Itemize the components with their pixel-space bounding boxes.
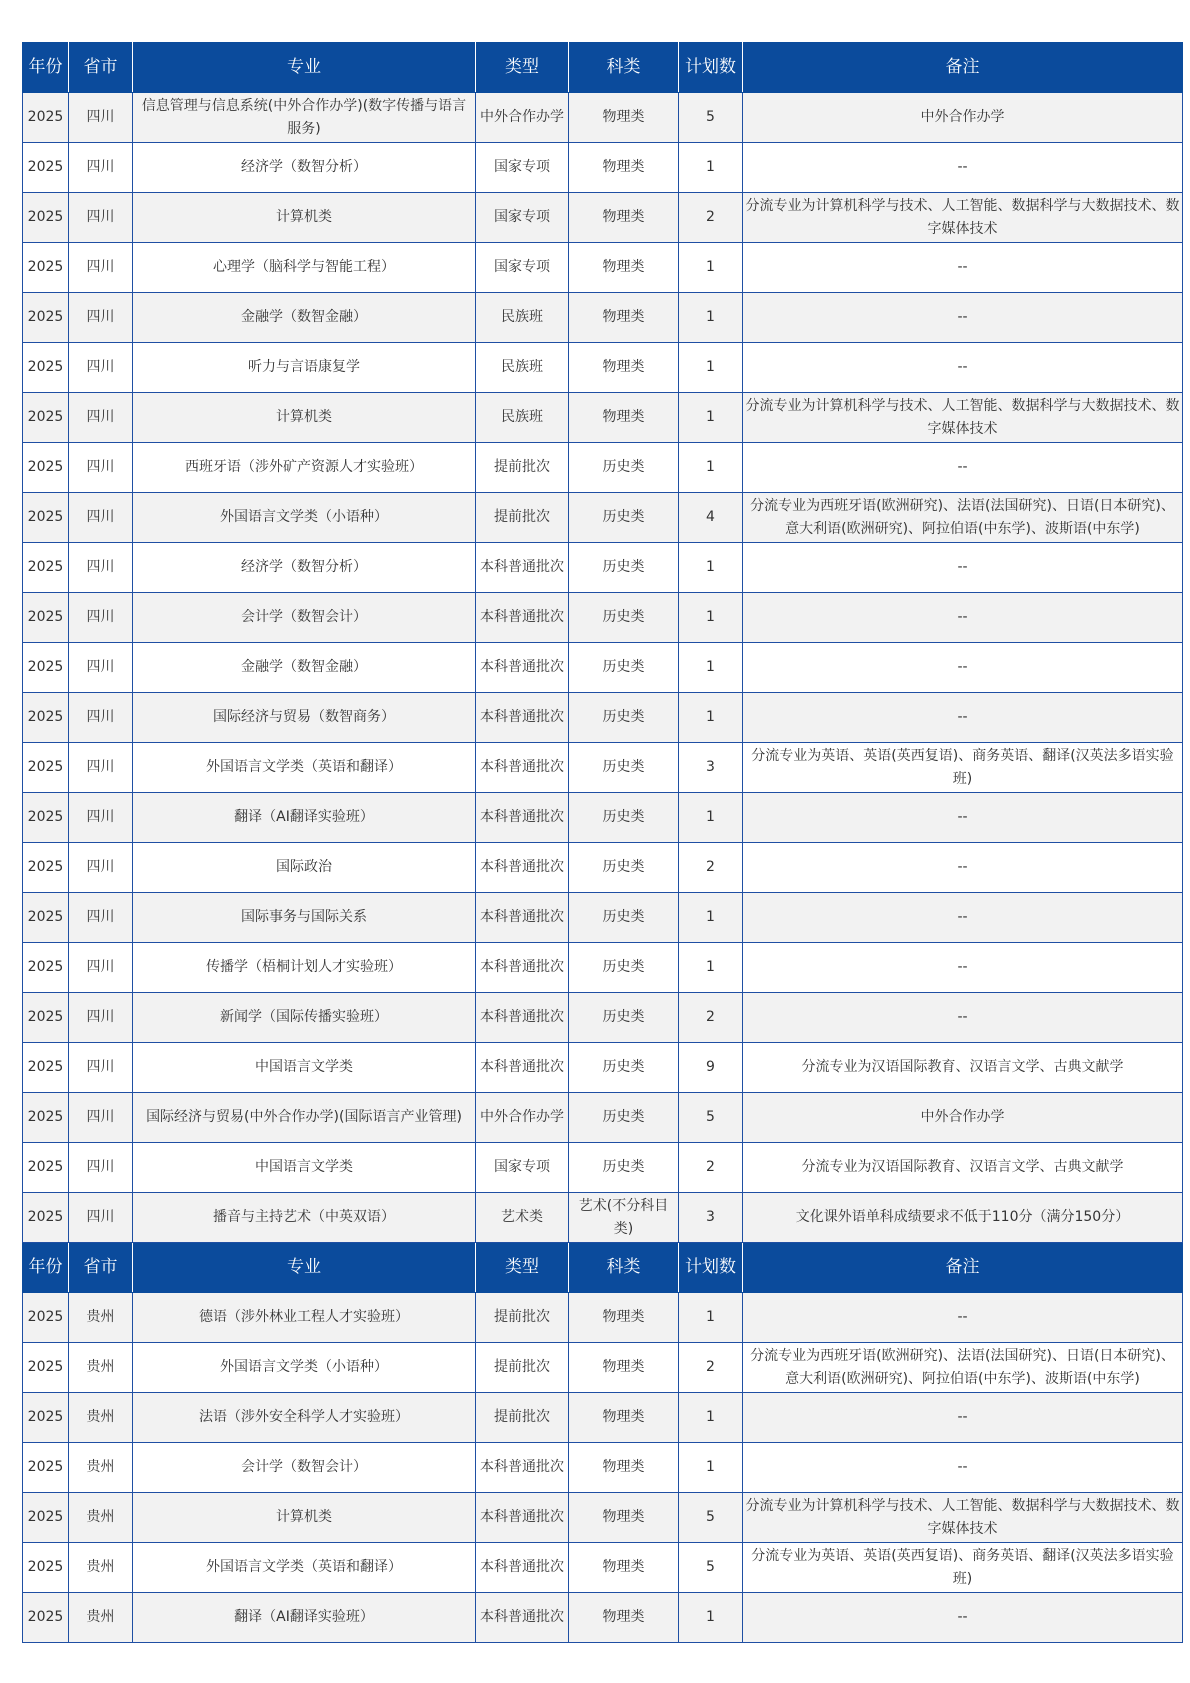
table-row [23, 543, 1183, 593]
note-cell: -- [743, 1443, 1183, 1493]
plan-count-cell: 2 [679, 193, 743, 243]
plan-count-cell: 2 [679, 843, 743, 893]
subject-cell: 物理类 [569, 1343, 679, 1393]
subject-cell: 物理类 [569, 1393, 679, 1443]
note-cell: -- [743, 1293, 1183, 1343]
major-cell: 金融学（数智金融） [133, 643, 476, 693]
type-cell: 本科普通批次 [476, 1493, 569, 1543]
plan-count-cell: 1 [679, 243, 743, 293]
plan-count-cell: 5 [679, 1093, 743, 1143]
province-cell: 贵州 [69, 1443, 133, 1493]
major-cell: 外国语言文学类（英语和翻译） [133, 743, 476, 793]
column-header-type: 类型 [476, 1243, 569, 1293]
note-cell: 分流专业为西班牙语(欧洲研究)、法语(法国研究)、日语(日本研究)、意大利语(欧洲研究)、阿拉伯语(中东学)、波斯语(中东学) [743, 1343, 1183, 1393]
note-cell: -- [743, 1393, 1183, 1443]
column-header-province: 省市 [69, 43, 133, 93]
admission-plan-table [22, 42, 1183, 1643]
type-cell: 本科普通批次 [476, 593, 569, 643]
type-cell: 国家专项 [476, 243, 569, 293]
major-cell: 外国语言文学类（小语种） [133, 493, 476, 543]
plan-count-cell: 1 [679, 543, 743, 593]
plan-count-cell: 1 [679, 1393, 743, 1443]
province-cell: 四川 [69, 443, 133, 493]
year-cell: 2025 [23, 293, 69, 343]
subject-cell: 物理类 [569, 343, 679, 393]
year-cell: 2025 [23, 393, 69, 443]
year-cell: 2025 [23, 1493, 69, 1543]
type-cell: 本科普通批次 [476, 643, 569, 693]
plan-count-cell: 1 [679, 343, 743, 393]
type-cell: 本科普通批次 [476, 843, 569, 893]
type-cell: 本科普通批次 [476, 993, 569, 1043]
major-cell: 听力与言语康复学 [133, 343, 476, 393]
province-cell: 贵州 [69, 1493, 133, 1543]
subject-cell: 物理类 [569, 1543, 679, 1593]
subject-cell: 历史类 [569, 493, 679, 543]
province-cell: 四川 [69, 543, 133, 593]
type-cell: 提前批次 [476, 1343, 569, 1393]
note-cell: -- [743, 293, 1183, 343]
table-row [23, 1293, 1183, 1343]
column-header-subject: 科类 [569, 43, 679, 93]
note-cell: -- [743, 943, 1183, 993]
note-cell: -- [743, 343, 1183, 393]
major-cell: 心理学（脑科学与智能工程） [133, 243, 476, 293]
subject-cell: 物理类 [569, 193, 679, 243]
type-cell: 本科普通批次 [476, 793, 569, 843]
plan-count-cell: 1 [679, 693, 743, 743]
plan-count-cell: 1 [679, 1593, 743, 1643]
note-cell: 中外合作办学 [743, 1093, 1183, 1143]
year-cell: 2025 [23, 743, 69, 793]
note-cell: -- [743, 143, 1183, 193]
type-cell: 提前批次 [476, 1293, 569, 1343]
type-cell: 本科普通批次 [476, 893, 569, 943]
major-cell: 外国语言文学类（英语和翻译） [133, 1543, 476, 1593]
type-cell: 国家专项 [476, 193, 569, 243]
year-cell: 2025 [23, 1043, 69, 1093]
major-cell: 翻译（AI翻译实验班） [133, 793, 476, 843]
table-row [23, 893, 1183, 943]
province-cell: 四川 [69, 343, 133, 393]
year-cell: 2025 [23, 1393, 69, 1443]
table-row [23, 193, 1183, 243]
year-cell: 2025 [23, 243, 69, 293]
column-header-plan-count: 计划数 [679, 43, 743, 93]
year-cell: 2025 [23, 993, 69, 1043]
subject-cell: 艺术(不分科目类) [569, 1193, 679, 1243]
subject-cell: 历史类 [569, 843, 679, 893]
major-cell: 国际经济与贸易（数智商务） [133, 693, 476, 743]
note-cell: 分流专业为汉语国际教育、汉语言文学、古典文献学 [743, 1143, 1183, 1193]
major-cell: 中国语言文学类 [133, 1143, 476, 1193]
column-header-year: 年份 [23, 1243, 69, 1293]
subject-cell: 物理类 [569, 93, 679, 143]
table-row [23, 493, 1183, 543]
province-cell: 贵州 [69, 1293, 133, 1343]
year-cell: 2025 [23, 643, 69, 693]
type-cell: 本科普通批次 [476, 943, 569, 993]
type-cell: 本科普通批次 [476, 1593, 569, 1643]
note-cell: 中外合作办学 [743, 93, 1183, 143]
province-cell: 四川 [69, 843, 133, 893]
type-cell: 民族班 [476, 393, 569, 443]
province-cell: 四川 [69, 293, 133, 343]
major-cell: 传播学（梧桐计划人才实验班） [133, 943, 476, 993]
table-row [23, 1543, 1183, 1593]
table-row [23, 1043, 1183, 1093]
type-cell: 提前批次 [476, 493, 569, 543]
year-cell: 2025 [23, 593, 69, 643]
column-header-note: 备注 [743, 43, 1183, 93]
province-cell: 四川 [69, 643, 133, 693]
type-cell: 民族班 [476, 293, 569, 343]
province-cell: 四川 [69, 143, 133, 193]
column-header-subject: 科类 [569, 1243, 679, 1293]
note-cell: 分流专业为英语、英语(英西复语)、商务英语、翻译(汉英法多语实验班) [743, 743, 1183, 793]
year-cell: 2025 [23, 1343, 69, 1393]
province-cell: 四川 [69, 493, 133, 543]
subject-cell: 物理类 [569, 243, 679, 293]
type-cell: 中外合作办学 [476, 1093, 569, 1143]
table-row [23, 393, 1183, 443]
plan-count-cell: 1 [679, 443, 743, 493]
year-cell: 2025 [23, 493, 69, 543]
type-cell: 本科普通批次 [476, 1043, 569, 1093]
plan-count-cell: 1 [679, 793, 743, 843]
plan-count-cell: 1 [679, 943, 743, 993]
plan-count-cell: 1 [679, 1293, 743, 1343]
major-cell: 法语（涉外安全科学人才实验班） [133, 1393, 476, 1443]
year-cell: 2025 [23, 543, 69, 593]
major-cell: 西班牙语（涉外矿产资源人才实验班） [133, 443, 476, 493]
note-cell: 分流专业为英语、英语(英西复语)、商务英语、翻译(汉英法多语实验班) [743, 1543, 1183, 1593]
plan-count-cell: 9 [679, 1043, 743, 1093]
subject-cell: 物理类 [569, 1493, 679, 1543]
province-cell: 四川 [69, 193, 133, 243]
table-row [23, 343, 1183, 393]
table-row [23, 593, 1183, 643]
note-cell: -- [743, 993, 1183, 1043]
note-cell: 分流专业为计算机科学与技术、人工智能、数据科学与大数据技术、数字媒体技术 [743, 1493, 1183, 1543]
major-cell: 计算机类 [133, 193, 476, 243]
type-cell: 中外合作办学 [476, 93, 569, 143]
type-cell: 提前批次 [476, 1393, 569, 1443]
major-cell: 中国语言文学类 [133, 1043, 476, 1093]
column-header-province: 省市 [69, 1243, 133, 1293]
plan-count-cell: 2 [679, 993, 743, 1043]
table-header-row [23, 1243, 1183, 1293]
table-row [23, 743, 1183, 793]
year-cell: 2025 [23, 693, 69, 743]
column-header-note: 备注 [743, 1243, 1183, 1293]
plan-count-cell: 3 [679, 1193, 743, 1243]
table-row [23, 93, 1183, 143]
subject-cell: 物理类 [569, 1443, 679, 1493]
province-cell: 四川 [69, 1043, 133, 1093]
table-row [23, 1493, 1183, 1543]
major-cell: 经济学（数智分析） [133, 543, 476, 593]
major-cell: 金融学（数智金融） [133, 293, 476, 343]
major-cell: 国际经济与贸易(中外合作办学)(国际语言产业管理) [133, 1093, 476, 1143]
table-row [23, 443, 1183, 493]
subject-cell: 物理类 [569, 293, 679, 343]
plan-count-cell: 2 [679, 1343, 743, 1393]
subject-cell: 物理类 [569, 1593, 679, 1643]
note-cell: -- [743, 1593, 1183, 1643]
major-cell: 经济学（数智分析） [133, 143, 476, 193]
table-row [23, 693, 1183, 743]
plan-count-cell: 1 [679, 893, 743, 943]
year-cell: 2025 [23, 193, 69, 243]
major-cell: 国际政治 [133, 843, 476, 893]
note-cell: 分流专业为汉语国际教育、汉语言文学、古典文献学 [743, 1043, 1183, 1093]
table-row [23, 1393, 1183, 1443]
type-cell: 本科普通批次 [476, 693, 569, 743]
table-row [23, 843, 1183, 893]
table-row [23, 1443, 1183, 1493]
year-cell: 2025 [23, 943, 69, 993]
province-cell: 四川 [69, 1093, 133, 1143]
note-cell: -- [743, 443, 1183, 493]
province-cell: 四川 [69, 1143, 133, 1193]
plan-count-cell: 1 [679, 143, 743, 193]
subject-cell: 历史类 [569, 643, 679, 693]
subject-cell: 历史类 [569, 993, 679, 1043]
subject-cell: 历史类 [569, 793, 679, 843]
province-cell: 贵州 [69, 1593, 133, 1643]
type-cell: 民族班 [476, 343, 569, 393]
table-row [23, 1093, 1183, 1143]
subject-cell: 物理类 [569, 1293, 679, 1343]
province-cell: 四川 [69, 393, 133, 443]
year-cell: 2025 [23, 1293, 69, 1343]
province-cell: 四川 [69, 793, 133, 843]
plan-count-cell: 3 [679, 743, 743, 793]
subject-cell: 物理类 [569, 143, 679, 193]
table-row [23, 293, 1183, 343]
subject-cell: 物理类 [569, 393, 679, 443]
year-cell: 2025 [23, 1443, 69, 1493]
column-header-major: 专业 [133, 43, 476, 93]
subject-cell: 历史类 [569, 1093, 679, 1143]
note-cell: -- [743, 693, 1183, 743]
province-cell: 四川 [69, 243, 133, 293]
plan-count-cell: 5 [679, 1543, 743, 1593]
major-cell: 外国语言文学类（小语种） [133, 1343, 476, 1393]
plan-count-cell: 4 [679, 493, 743, 543]
type-cell: 本科普通批次 [476, 543, 569, 593]
note-cell: 分流专业为西班牙语(欧洲研究)、法语(法国研究)、日语(日本研究)、意大利语(欧洲研究)、阿拉伯语(中东学)、波斯语(中东学) [743, 493, 1183, 543]
note-cell: -- [743, 243, 1183, 293]
major-cell: 计算机类 [133, 393, 476, 443]
major-cell: 德语（涉外林业工程人才实验班） [133, 1293, 476, 1343]
year-cell: 2025 [23, 93, 69, 143]
province-cell: 四川 [69, 1193, 133, 1243]
admission-plan-table-container [22, 42, 1182, 1643]
major-cell: 播音与主持艺术（中英双语） [133, 1193, 476, 1243]
province-cell: 贵州 [69, 1343, 133, 1393]
type-cell: 国家专项 [476, 143, 569, 193]
major-cell: 计算机类 [133, 1493, 476, 1543]
type-cell: 本科普通批次 [476, 1443, 569, 1493]
plan-count-cell: 1 [679, 1443, 743, 1493]
major-cell: 新闻学（国际传播实验班） [133, 993, 476, 1043]
year-cell: 2025 [23, 443, 69, 493]
note-cell: 分流专业为计算机科学与技术、人工智能、数据科学与大数据技术、数字媒体技术 [743, 393, 1183, 443]
province-cell: 四川 [69, 743, 133, 793]
year-cell: 2025 [23, 1143, 69, 1193]
subject-cell: 历史类 [569, 693, 679, 743]
year-cell: 2025 [23, 343, 69, 393]
subject-cell: 历史类 [569, 1043, 679, 1093]
subject-cell: 历史类 [569, 893, 679, 943]
type-cell: 本科普通批次 [476, 1543, 569, 1593]
subject-cell: 历史类 [569, 1143, 679, 1193]
year-cell: 2025 [23, 843, 69, 893]
province-cell: 贵州 [69, 1393, 133, 1443]
province-cell: 四川 [69, 693, 133, 743]
year-cell: 2025 [23, 143, 69, 193]
major-cell: 会计学（数智会计） [133, 593, 476, 643]
table-row [23, 943, 1183, 993]
plan-count-cell: 5 [679, 1493, 743, 1543]
note-cell: -- [743, 543, 1183, 593]
year-cell: 2025 [23, 1543, 69, 1593]
province-cell: 四川 [69, 93, 133, 143]
subject-cell: 历史类 [569, 743, 679, 793]
year-cell: 2025 [23, 793, 69, 843]
major-cell: 信息管理与信息系统(中外合作办学)(数字传播与语言服务) [133, 93, 476, 143]
table-row [23, 1343, 1183, 1393]
subject-cell: 历史类 [569, 593, 679, 643]
table-row [23, 643, 1183, 693]
major-cell: 会计学（数智会计） [133, 1443, 476, 1493]
table-header-row [23, 43, 1183, 93]
type-cell: 艺术类 [476, 1193, 569, 1243]
plan-count-cell: 1 [679, 643, 743, 693]
table-row [23, 1193, 1183, 1243]
note-cell: -- [743, 843, 1183, 893]
table-body [23, 43, 1183, 1643]
province-cell: 四川 [69, 943, 133, 993]
column-header-type: 类型 [476, 43, 569, 93]
subject-cell: 历史类 [569, 943, 679, 993]
province-cell: 四川 [69, 593, 133, 643]
plan-count-cell: 5 [679, 93, 743, 143]
table-row [23, 1593, 1183, 1643]
column-header-plan-count: 计划数 [679, 1243, 743, 1293]
note-cell: -- [743, 593, 1183, 643]
type-cell: 国家专项 [476, 1143, 569, 1193]
year-cell: 2025 [23, 893, 69, 943]
province-cell: 贵州 [69, 1543, 133, 1593]
subject-cell: 历史类 [569, 443, 679, 493]
note-cell: 分流专业为计算机科学与技术、人工智能、数据科学与大数据技术、数字媒体技术 [743, 193, 1183, 243]
plan-count-cell: 2 [679, 1143, 743, 1193]
plan-count-cell: 1 [679, 293, 743, 343]
note-cell: -- [743, 893, 1183, 943]
column-header-year: 年份 [23, 43, 69, 93]
plan-count-cell: 1 [679, 593, 743, 643]
major-cell: 翻译（AI翻译实验班） [133, 1593, 476, 1643]
province-cell: 四川 [69, 993, 133, 1043]
note-cell: -- [743, 643, 1183, 693]
note-cell: -- [743, 793, 1183, 843]
type-cell: 提前批次 [476, 443, 569, 493]
table-row [23, 793, 1183, 843]
year-cell: 2025 [23, 1593, 69, 1643]
table-row [23, 993, 1183, 1043]
table-row [23, 143, 1183, 193]
column-header-major: 专业 [133, 1243, 476, 1293]
table-row [23, 1143, 1183, 1193]
year-cell: 2025 [23, 1193, 69, 1243]
province-cell: 四川 [69, 893, 133, 943]
note-cell: 文化课外语单科成绩要求不低于110分（满分150分） [743, 1193, 1183, 1243]
type-cell: 本科普通批次 [476, 743, 569, 793]
subject-cell: 历史类 [569, 543, 679, 593]
major-cell: 国际事务与国际关系 [133, 893, 476, 943]
year-cell: 2025 [23, 1093, 69, 1143]
plan-count-cell: 1 [679, 393, 743, 443]
table-row [23, 243, 1183, 293]
